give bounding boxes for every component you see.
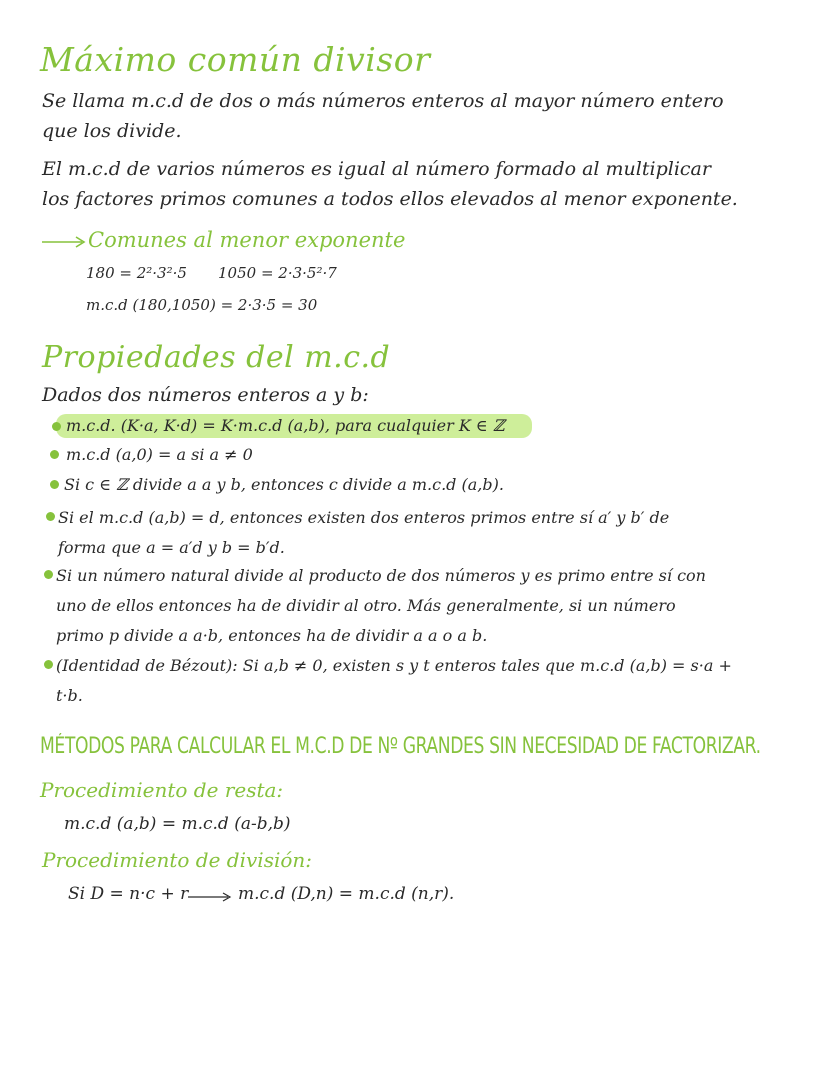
bullet-dot — [52, 422, 61, 431]
property-item: Si c ∈ ℤ divide a a y b, entonces c divide a m.c.d (a,b). — [64, 475, 504, 494]
section-title-methods: MÉTODOS PARA CALCULAR EL M.C.D DE Nº GRANDES SIN NECESIDAD DE FACTORIZAR. — [40, 734, 761, 759]
property-item: Si un número natural divide al producto de dos números y es primo entre sí con uno de ellos entonces ha de dividir al otro. Más generalmente, si un número primo p divide a a·b, entonces ha de dividir a a o a b. — [56, 566, 706, 645]
right-arrow-icon — [40, 234, 88, 250]
property-item: (Identidad de Bézout): Si a,b ≠ 0, existen s y t enteros tales que m.c.d (a,b) = s·a + t·b. — [56, 656, 732, 705]
property-item: m.c.d (a,0) = a si a ≠ 0 — [66, 445, 253, 464]
division-formula-right: m.c.d (D,n) = m.c.d (n,r). — [238, 884, 455, 904]
intro-paragraph-1: Se llama m.c.d de dos o más números enteros al mayor número entero que los divide. — [42, 90, 724, 142]
properties-intro: Dados dos números enteros a y b: — [42, 384, 369, 406]
bullet-dot — [50, 480, 59, 489]
subsection-title-resta: Procedimiento de resta: — [40, 778, 284, 802]
intro-paragraph-2: El m.c.d de varios números es igual al número formado al multiplicar los factores primos comunes a todos ellos elevados al menor exponente. — [42, 158, 738, 210]
right-arrow-icon — [186, 890, 234, 904]
section-title-properties: Propiedades del m.c.d — [42, 340, 391, 375]
rule-label: Comunes al menor exponente — [88, 228, 406, 252]
bullet-dot — [44, 660, 53, 669]
page-title: Máximo común divisor — [40, 40, 431, 79]
property-item: Si el m.c.d (a,b) = d, entonces existen dos enteros primos entre sí a′ y b′ de forma que a = a′d y b = b′d. — [58, 508, 670, 557]
example-factorization-b: 1050 = 2·3·5²·7 — [218, 264, 337, 282]
subsection-title-division: Procedimiento de división: — [42, 848, 313, 872]
bullet-dot — [46, 512, 55, 521]
bullet-dot — [50, 450, 59, 459]
division-formula-left: Si D = n·c + r — [68, 884, 189, 904]
bullet-dot — [44, 570, 53, 579]
example-factorization-a: 180 = 2²·3²·5 — [86, 264, 187, 282]
resta-formula: m.c.d (a,b) = m.c.d (a-b,b) — [64, 814, 291, 834]
example-result: m.c.d (180,1050) = 2·3·5 = 30 — [86, 296, 318, 314]
property-item: m.c.d. (K·a, K·d) = K·m.c.d (a,b), para cualquier K ∈ ℤ — [66, 416, 505, 435]
